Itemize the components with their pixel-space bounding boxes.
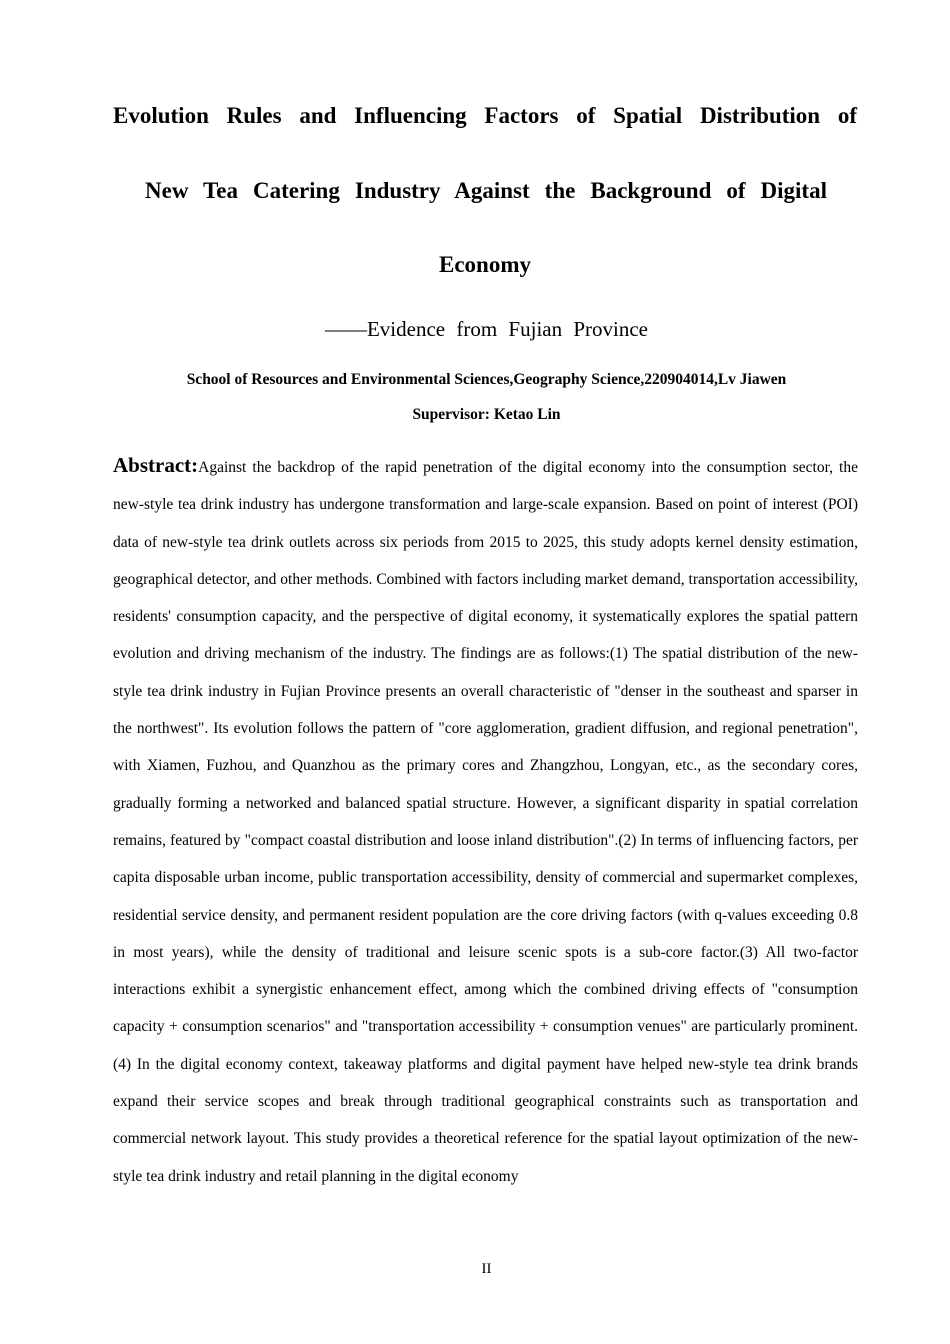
author-affiliation: School of Resources and Environmental Sciences,Geography Science,220904014,Lv Jiawen <box>186 371 787 388</box>
abstract-label: Abstract: <box>113 453 199 477</box>
supervisor: Supervisor: Ketao Lin <box>412 406 561 423</box>
title-line-2: New Tea Catering Industry Against the Background of Digital <box>145 178 827 203</box>
title-line-1: Evolution Rules and Influencing Factors of Spatial Distribution of <box>113 103 857 128</box>
abstract-text: Against the backdrop of the rapid penetration of the digital economy into the consumption sector, the new-style tea drink industry has undergone transformation and large-scale expansion. Based on point of interest (POI) data of new-style tea drink outlets across six periods from 2015 to 2025, this study adopts kernel density estimation, geographical detector, and other methods. Combined with factors including market demand, transportation accessibility, residents' consumption capacity, and the perspective of digital economy, it systematically explores the spatial pattern evolution and driving mechanism of the industry. The findings are as follows:(1) The spatial distribution of the new-style tea drink industry in Fujian Province presents an overall characteristic of "denser in the southeast and sparser in the northwest". Its evolution follows the pattern of "core agglomeration, gradient diffusion, and regional penetration", with Xiamen, Fuzhou, and Quanzhou as the primary cores and Zhangzhou, Longyan, etc., as the secondary cores, gradually forming a networked and balanced spatial structure. However, a significant disparity in spatial correlation remains, featured by "compact coastal distribution and loose inland distribution".(2) In terms of influencing factors, per capita disposable urban income, public transportation accessibility, density of commercial and supermarket complexes, residential service density, and permanent resident population are the core driving factors (with q-values exceeding 0.8 in most years), while the density of traditional and leisure scenic spots is a sub-core factor.(3) All two-factor interactions exhibit a synergistic enhancement effect, among which the combined driving effects of "consumption capacity + consumption scenarios" and "transportation accessibility + consumption venues" are particularly prominent.(4) In the digital economy context, takeaway platforms and digital payment have helped new-style tea drink brands expand their service scopes and break through traditional geographical constraints such as transportation and commercial network layout. This study provides a theoretical reference for the spatial layout optimization of the new-style tea drink industry and retail planning in the digital economy <box>113 459 858 1185</box>
title-line-3: Economy <box>439 252 531 277</box>
abstract <box>113 447 858 1195</box>
page-number: II <box>481 1261 492 1277</box>
subtitle: ——Evidence from Fujian Province <box>324 317 648 341</box>
